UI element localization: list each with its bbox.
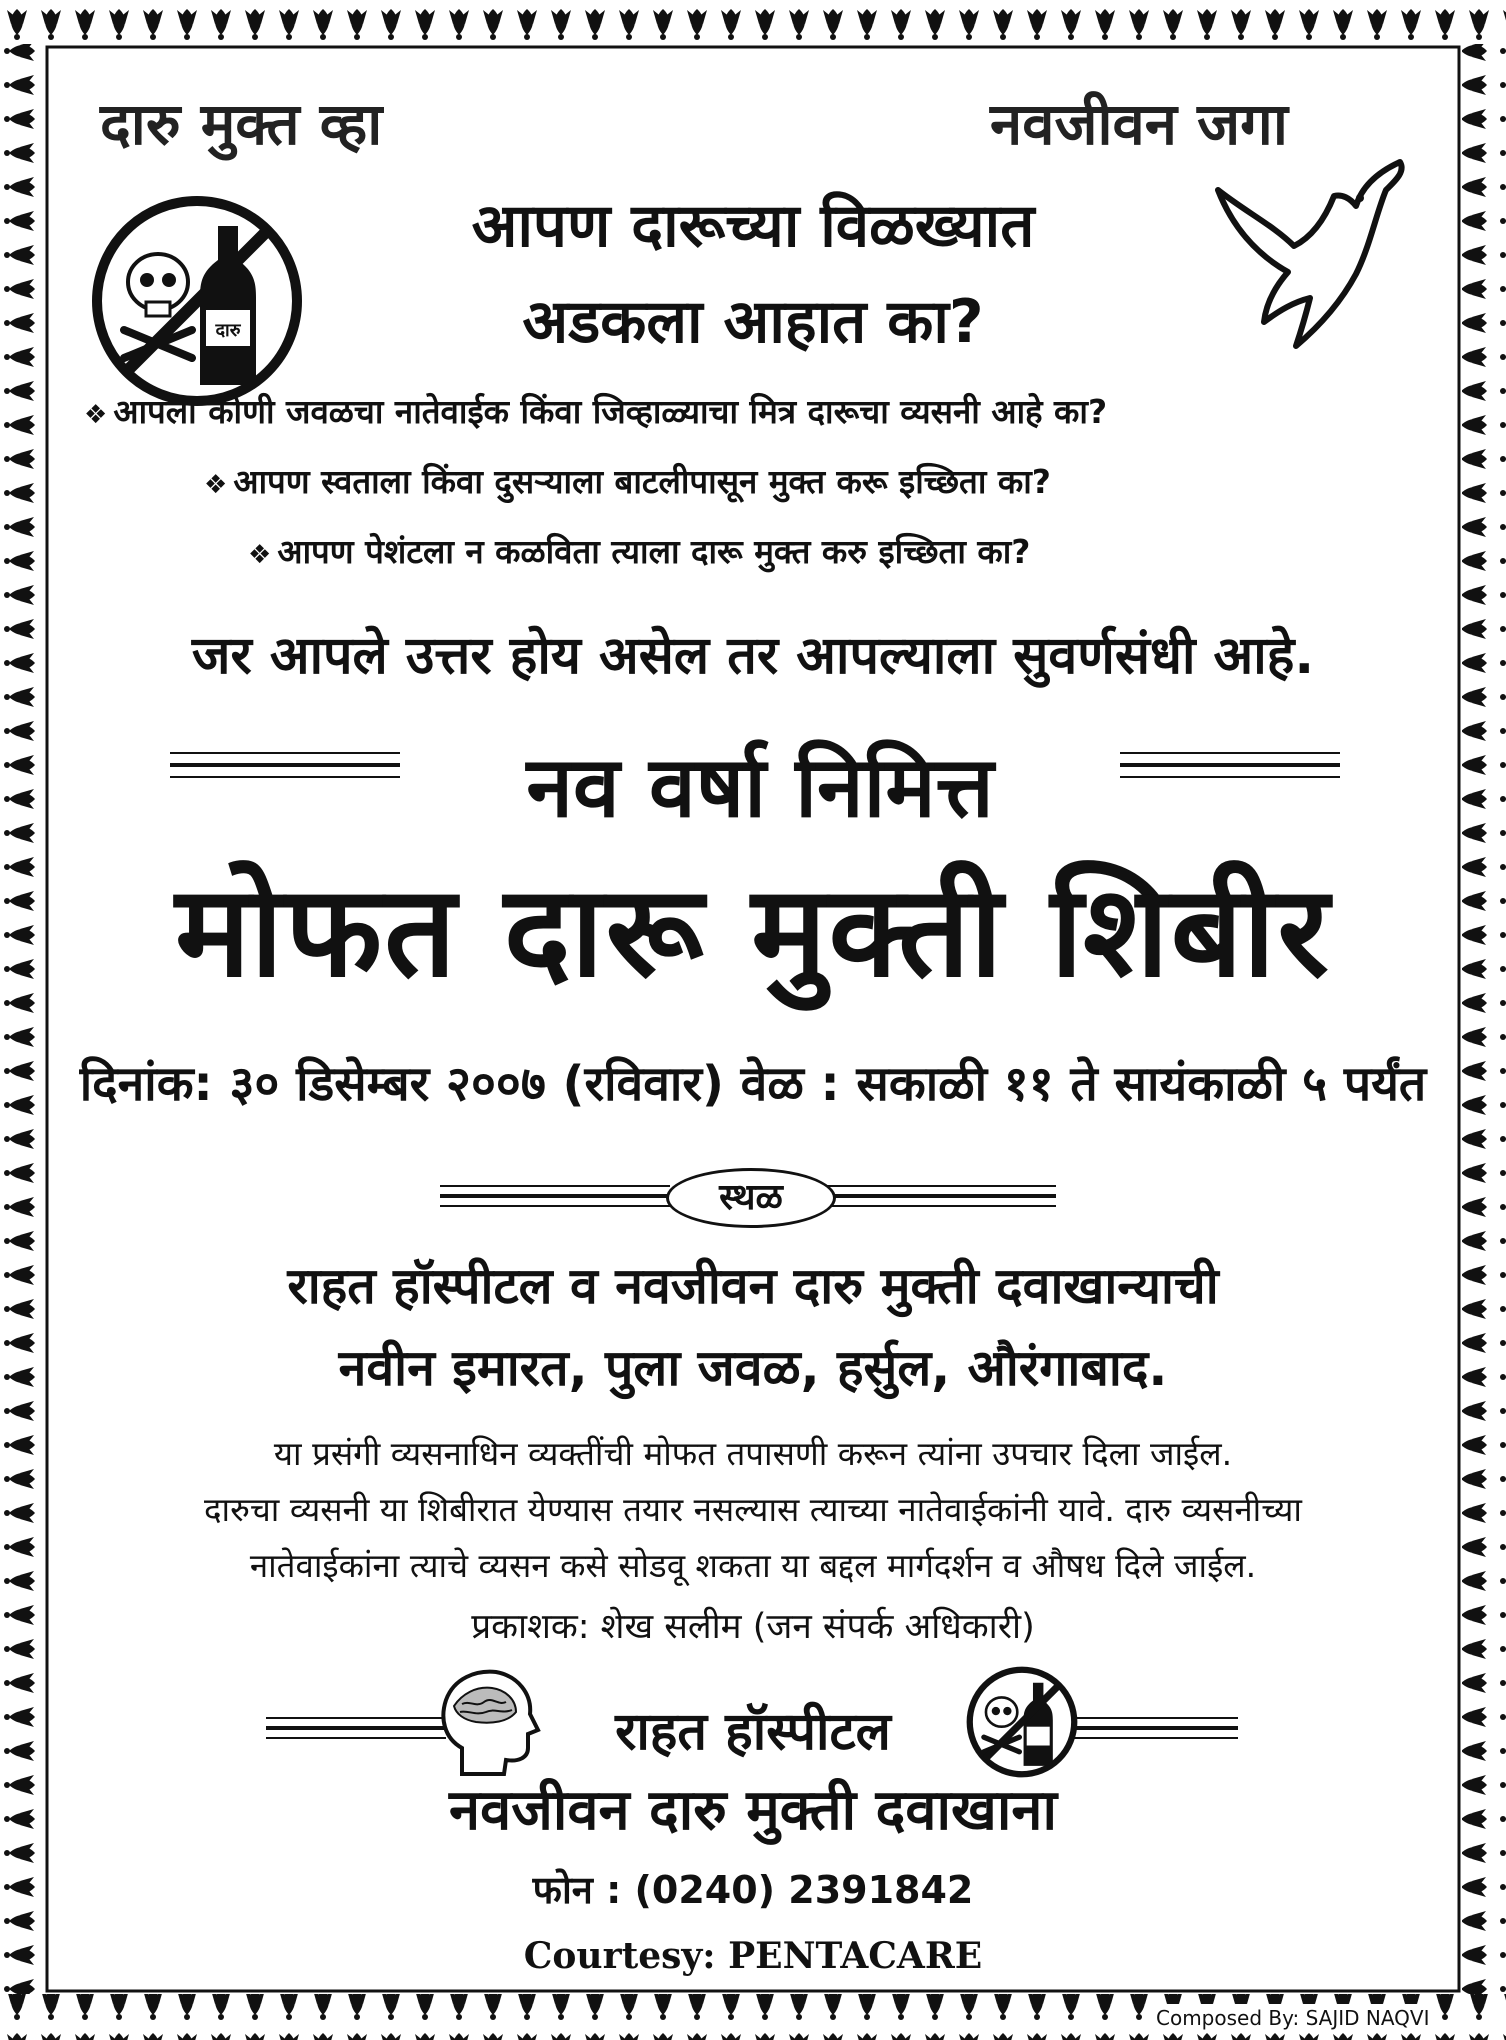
bullet-item: ❖ आपण स्वताला किंवा दुसऱ्याला बाटलीपासून मुक्त करू इच्छिता का? <box>204 462 1051 501</box>
no-alcohol-icon <box>964 1664 1080 1780</box>
phone-number: फोन : (0240) 2391842 <box>532 1868 974 1912</box>
publisher-line: प्रकाशक: शेख सलीम (जन संपर्क अधिकारी) <box>471 1607 1035 1647</box>
composed-by: Composed By: SAJID NAQVI <box>1150 2004 1436 2032</box>
bullet-item: ❖ आपण पेशंटला न कळविता त्याला दारू मुक्त करु इच्छिता का? <box>248 532 1031 571</box>
courtesy-line: Courtesy: PENTACARE <box>523 1935 983 1977</box>
venue-line-2: नवीन इमारत, पुला जवळ, हर्सुल, औरंगाबाद. <box>338 1339 1168 1397</box>
diamond-bullet-icon: ❖ <box>248 540 272 570</box>
diamond-bullet-icon: ❖ <box>204 470 228 500</box>
triple-rule-left <box>170 745 400 785</box>
svg-text:दारु: दारु <box>215 320 241 341</box>
info-line-1: या प्रसंगी व्यसनाधिन व्यक्तींची मोफत तपासणी करून त्यांना उपचार दिला जाईल. <box>273 1434 1233 1473</box>
triple-rule-right <box>1120 745 1340 785</box>
venue-line-1: राहत हॉस्पीटल व नवजीवन दारु मुक्ती दवाखान्याची <box>287 1257 1219 1315</box>
answer-line: जर आपले उत्तर होय असेल तर आपल्याला सुवर्णसंधी आहे. <box>191 626 1315 686</box>
hospital-name: राहत हॉस्पीटल <box>615 1702 891 1762</box>
bullet-item: ❖ आपला कोणी जवळचा नातेवाईक किंवा जिव्हाळ्याचा मित्र दारूचा व्यसनी आहे का? <box>84 392 1108 431</box>
date-time-line: दिनांक: ३० डिसेम्बर २००७ (रविवार) वेळ : सकाळी ११ ते सायंकाळी ५ पर्यंत <box>79 1056 1427 1112</box>
occasion-heading: नव वर्षा निमित्त <box>526 738 994 836</box>
diamond-bullet-icon: ❖ <box>84 400 108 430</box>
venue-rule-right <box>826 1178 1056 1214</box>
venue-label: स्थळ <box>666 1168 836 1228</box>
question-line-2: अडकला आहात का? <box>522 287 984 357</box>
camp-title: मोफत दारू मुक्ती शिबीर <box>175 858 1331 1005</box>
clinic-name: नवजीवन दारु मुक्ती दवाखाना <box>449 1778 1057 1843</box>
question-line-1: आपण दारूच्या विळख्यात <box>471 191 1035 261</box>
info-line-2: दारुचा व्यसनी या शिबीरात येण्यास तयार नसल्यास त्याच्या नातेवाईकांनी यावे. दारु व्यसनीच्या <box>204 1490 1302 1529</box>
slogan-right: नवजीवन जगा <box>990 90 1288 158</box>
venue-rule-left <box>440 1178 670 1214</box>
info-line-3: नातेवाईकांना त्याचे व्यसन कसे सोडवू शकता या बद्दल मार्गदर्शन व औषध दिले जाईल. <box>249 1546 1257 1585</box>
slogan-left: दारु मुक्त व्हा <box>100 90 383 158</box>
